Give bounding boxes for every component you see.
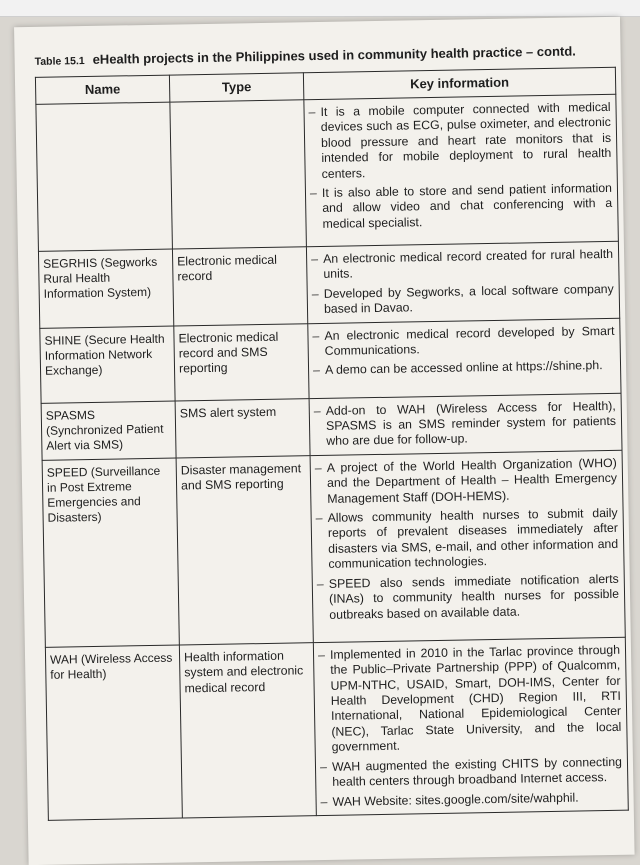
table-label: Table 15.1 xyxy=(34,55,85,68)
table-row xyxy=(42,450,625,647)
type-cell: Electronic medical record xyxy=(172,247,307,326)
table-row xyxy=(36,94,618,251)
header-type: Type xyxy=(169,73,303,102)
book-page xyxy=(14,17,635,865)
top-band xyxy=(0,0,640,17)
info-bullet: – An electronic medical record developed by Smart Communications. xyxy=(312,323,615,358)
table-row xyxy=(40,318,621,403)
table-row xyxy=(38,241,619,328)
info-bullet: – WAH Website: sites.google.com/site/wahphil. xyxy=(320,790,579,809)
info-cell xyxy=(309,393,622,456)
type-cell: SMS alert system xyxy=(175,398,310,458)
info-bullet: – Implemented in 2010 in the Tarlac province through the Public–Private Partnership (PPP) of Qualcomm, UPM-NTHC, USAID, Smart, DOH-IMS, Center for Health Development (CHD) Region III, RTI International, National Epidemiological Center (NEC), Tarlac State University, and the local government. xyxy=(317,642,622,755)
info-cell xyxy=(304,94,619,246)
info-bullet: – A demo can be accessed online at https://shine.ph. xyxy=(312,358,603,378)
info-cell xyxy=(310,450,625,642)
type-cell: Disaster management and SMS reporting xyxy=(176,456,313,645)
type-cell: Health information system and electronic medical record xyxy=(179,643,316,818)
info-bullet: – Allows community health nurses to submit daily reports of prevalent diseases immediately after disasters via SMS, e-mail, and other information and communication technologies. xyxy=(315,505,619,572)
info-bullet: – It is a mobile computer connected with medical devices such as ECG, pulse oximeter, and electronic blood pressure and heart rate monitors that is intended for mobile deployment to rural health centers. xyxy=(308,99,612,181)
name-cell xyxy=(36,102,173,251)
name-cell: SHINE (Secure Health Information Network Exchange) xyxy=(40,326,175,403)
header-key-information: Key information xyxy=(303,67,615,99)
name-cell: SPASMS (Synchronized Patient Alert via SMS) xyxy=(41,401,176,461)
info-cell xyxy=(308,318,621,398)
info-bullet: – An electronic medical record created for rural health units. xyxy=(311,246,614,282)
info-bullet: – It is also able to store and send patient information and allow video and chat conferencing with a medical specialist. xyxy=(309,180,613,231)
table-row xyxy=(41,393,622,460)
info-bullet: – SPEED also sends immediate notification alerts (INAs) to community health nurses for possible outbreaks based on available data. xyxy=(316,571,620,622)
name-cell: WAH (Wireless Access for Health) xyxy=(45,645,182,820)
name-cell: SEGRHIS (Segworks Rural Health Information System) xyxy=(38,249,173,328)
table-row xyxy=(45,637,628,820)
table-title: eHealth projects in the Philippines used in community health practice – contd. xyxy=(92,43,576,67)
type-cell: Electronic medical record and SMS reporting xyxy=(174,323,309,400)
info-cell xyxy=(313,637,628,815)
info-bullet: – A project of the World Health Organization (WHO) and the Department of Health – Health Emergency Management Staff (DOH-HEMS). xyxy=(314,455,618,506)
info-bullet: – Add-on to WAH (Wireless Access for Health), SPASMS is an SMS reminder system for patients who are due for follow-up. xyxy=(313,398,617,449)
ehealth-projects-table xyxy=(35,67,629,821)
table-caption xyxy=(34,43,614,68)
header-name: Name xyxy=(35,75,169,104)
name-cell: SPEED (Surveillance in Post Extreme Emergencies and Disasters) xyxy=(42,458,179,647)
info-cell xyxy=(306,241,619,323)
info-bullet: – Developed by Segworks, a local software company based in Davao. xyxy=(311,281,614,317)
info-bullet: – WAH augmented the existing CHITS by connecting health centers through broadband Internet access. xyxy=(319,754,623,789)
type-cell xyxy=(170,100,307,249)
